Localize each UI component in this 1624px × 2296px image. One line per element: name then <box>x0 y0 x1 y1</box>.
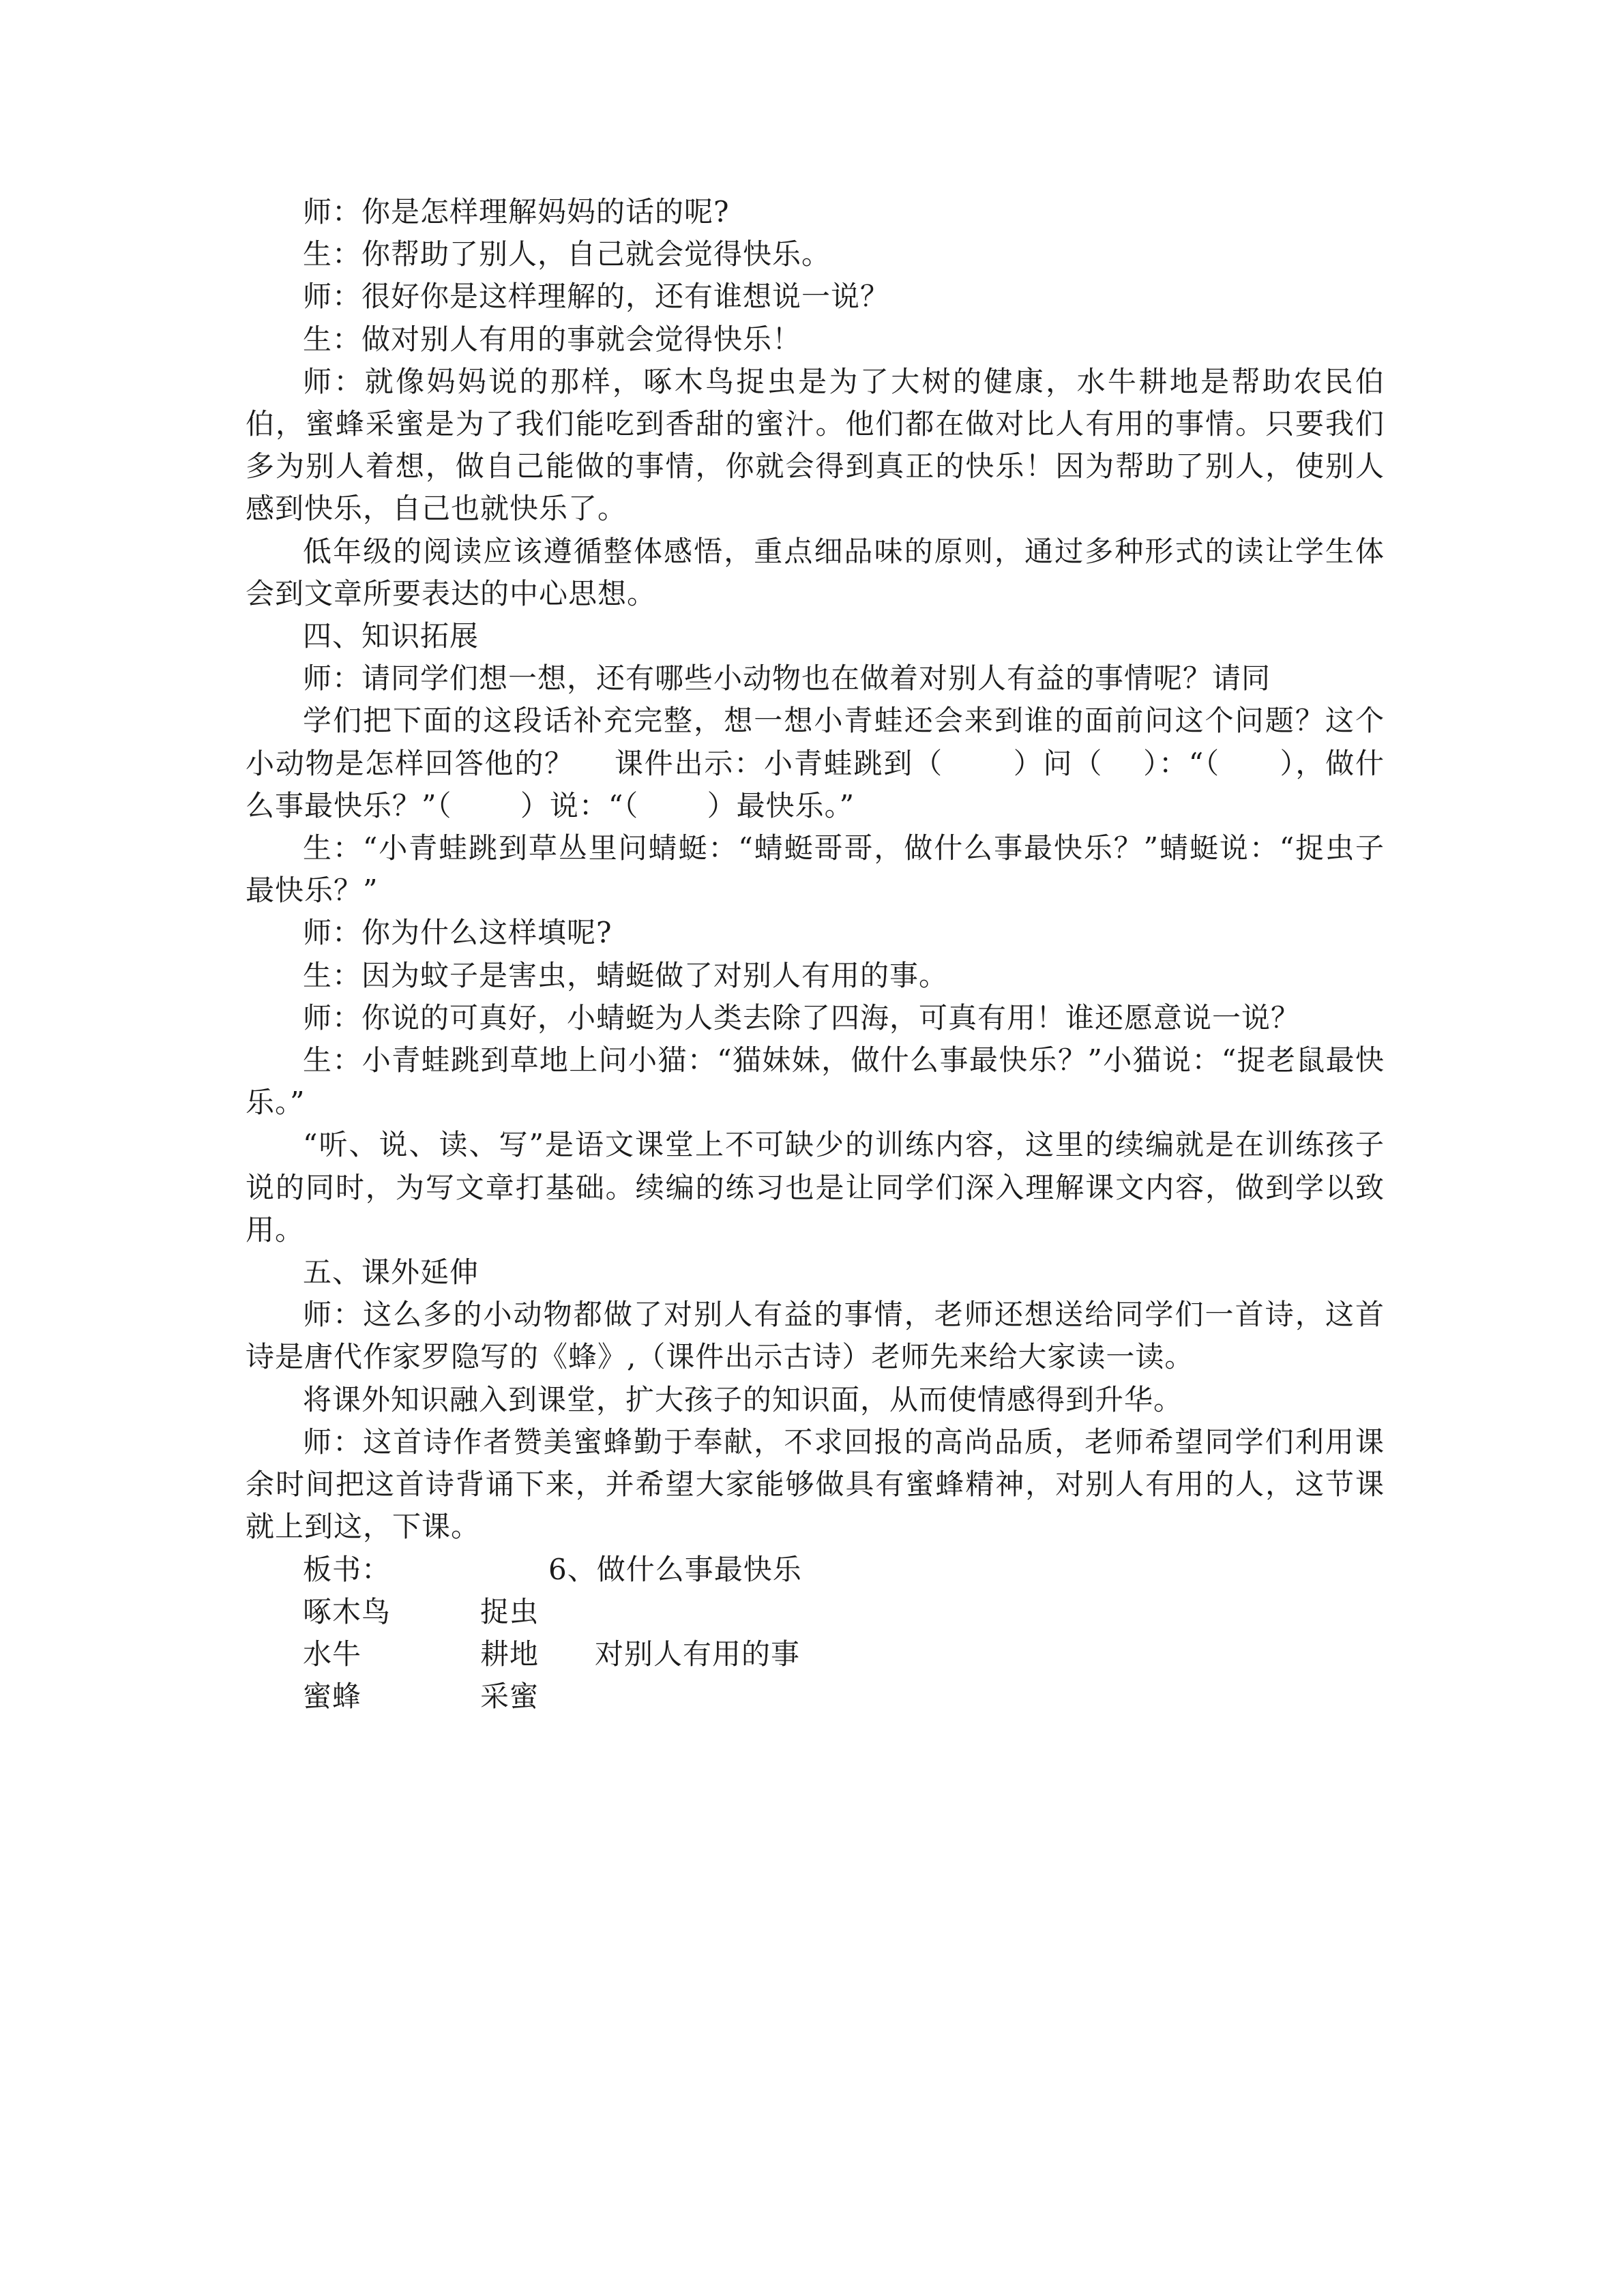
board-action: 采蜜 <box>480 1680 540 1714</box>
board-animal: 蜜蜂 <box>303 1680 362 1714</box>
paragraph: 师：就像妈妈说的那样，啄木鸟捉虫是为了大树的健康，水牛耕地是帮助农民伯伯，蜜蜂采蜜是为了我们能吃到香甜的蜜汁。他们都在做对比人有用的事情。只要我们多为别人着想，做自己能做的事情，你就会得到真正的快乐！因为帮助了别人，使别人感到快乐，自己也就快乐了。 <box>246 364 1385 526</box>
paragraph: 学们把下面的这段话补充完整，想一想小青蛙还会来到谁的面前问这个问题？这个小动物是怎样回答他的？ 课件出示：小青蛙跳到（ ）问（ ）：“（ ），做什么事最快乐？”（ ）说：“（ ）最快乐。” <box>246 704 1385 822</box>
board-row <box>303 1633 1385 1675</box>
board-row <box>303 1675 1385 1718</box>
paragraph: 师：这么多的小动物都做了对别人有益的事情，老师还想送给同学们一首诗，这首诗是唐代作家罗隐写的《蜂》,（课件出示古诗）老师先来给大家读一读。 <box>246 1298 1385 1374</box>
board-title-row <box>303 1549 1385 1591</box>
paragraph: 生：“小青蛙跳到草丛里问蜻蜓：“蜻蜓哥哥，做什么事最快乐？”蜻蜓说：“捉虫子最快乐？” <box>246 831 1385 908</box>
paragraph: 师：很好你是这样理解的，还有谁想说一说？ <box>303 280 890 314</box>
board-action: 捉虫 <box>480 1594 540 1628</box>
board-row <box>303 1591 1385 1633</box>
board-animal: 水牛 <box>303 1637 362 1671</box>
paragraph: 师：你是怎样理解妈妈的话的呢? <box>303 195 730 228</box>
paragraph: 生：你帮助了别人，自己就会觉得快乐。 <box>303 237 831 271</box>
blackboard-summary <box>303 1549 1385 1761</box>
section-heading: 四、知识拓展 <box>303 619 479 653</box>
paragraph: 师：你为什么这样填呢? <box>303 916 612 950</box>
paragraph: 生：做对别人有用的事就会觉得快乐！ <box>303 322 802 356</box>
board-label: 板书： <box>303 1552 392 1586</box>
paragraph: 低年级的阅读应该遵循整体感悟，重点细品味的原则，通过多种形式的读让学生体会到文章所要表达的中心思想。 <box>246 534 1385 610</box>
section-heading: 五、课外延伸 <box>303 1255 479 1289</box>
paragraph: 生：小青蛙跳到草地上问小猫：“猫妹妹，做什么事最快乐？”小猫说：“捉老鼠最快乐。” <box>246 1043 1385 1120</box>
board-title: 6、做什么事最快乐 <box>548 1552 802 1586</box>
paragraph: 生：因为蚊子是害虫，蜻蜓做了对别人有用的事。 <box>303 958 949 992</box>
board-action: 耕地 <box>480 1637 540 1671</box>
paragraph: 将课外知识融入到课堂，扩大孩子的知识面，从而使情感得到升华。 <box>303 1382 1183 1416</box>
board-note: 对别人有用的事 <box>595 1637 801 1671</box>
paragraph: 师：这首诗作者赞美蜜蜂勤于奉献，不求回报的高尚品质，老师希望同学们利用课余时间把这首诗背诵下来，并希望大家能够做具有蜜蜂精神，对别人有用的人，这节课就上到这，下课。 <box>246 1425 1385 1544</box>
document-body <box>246 191 1385 1761</box>
paragraph: 师：你说的可真好，小蜻蜓为人类去除了四海，可真有用！谁还愿意说一说？ <box>303 1000 1301 1034</box>
paragraph: “听、说、读、写”是语文课堂上不可缺少的训练内容，这里的续编就是在训练孩子说的同时，为写文章打基础。续编的练习也是让同学们深入理解课文内容，做到学以致用。 <box>246 1128 1385 1247</box>
paragraph: 师：请同学们想一想，还有哪些小动物也在做着对别人有益的事情呢？请同 <box>303 661 1271 696</box>
board-animal: 啄木鸟 <box>303 1594 392 1628</box>
